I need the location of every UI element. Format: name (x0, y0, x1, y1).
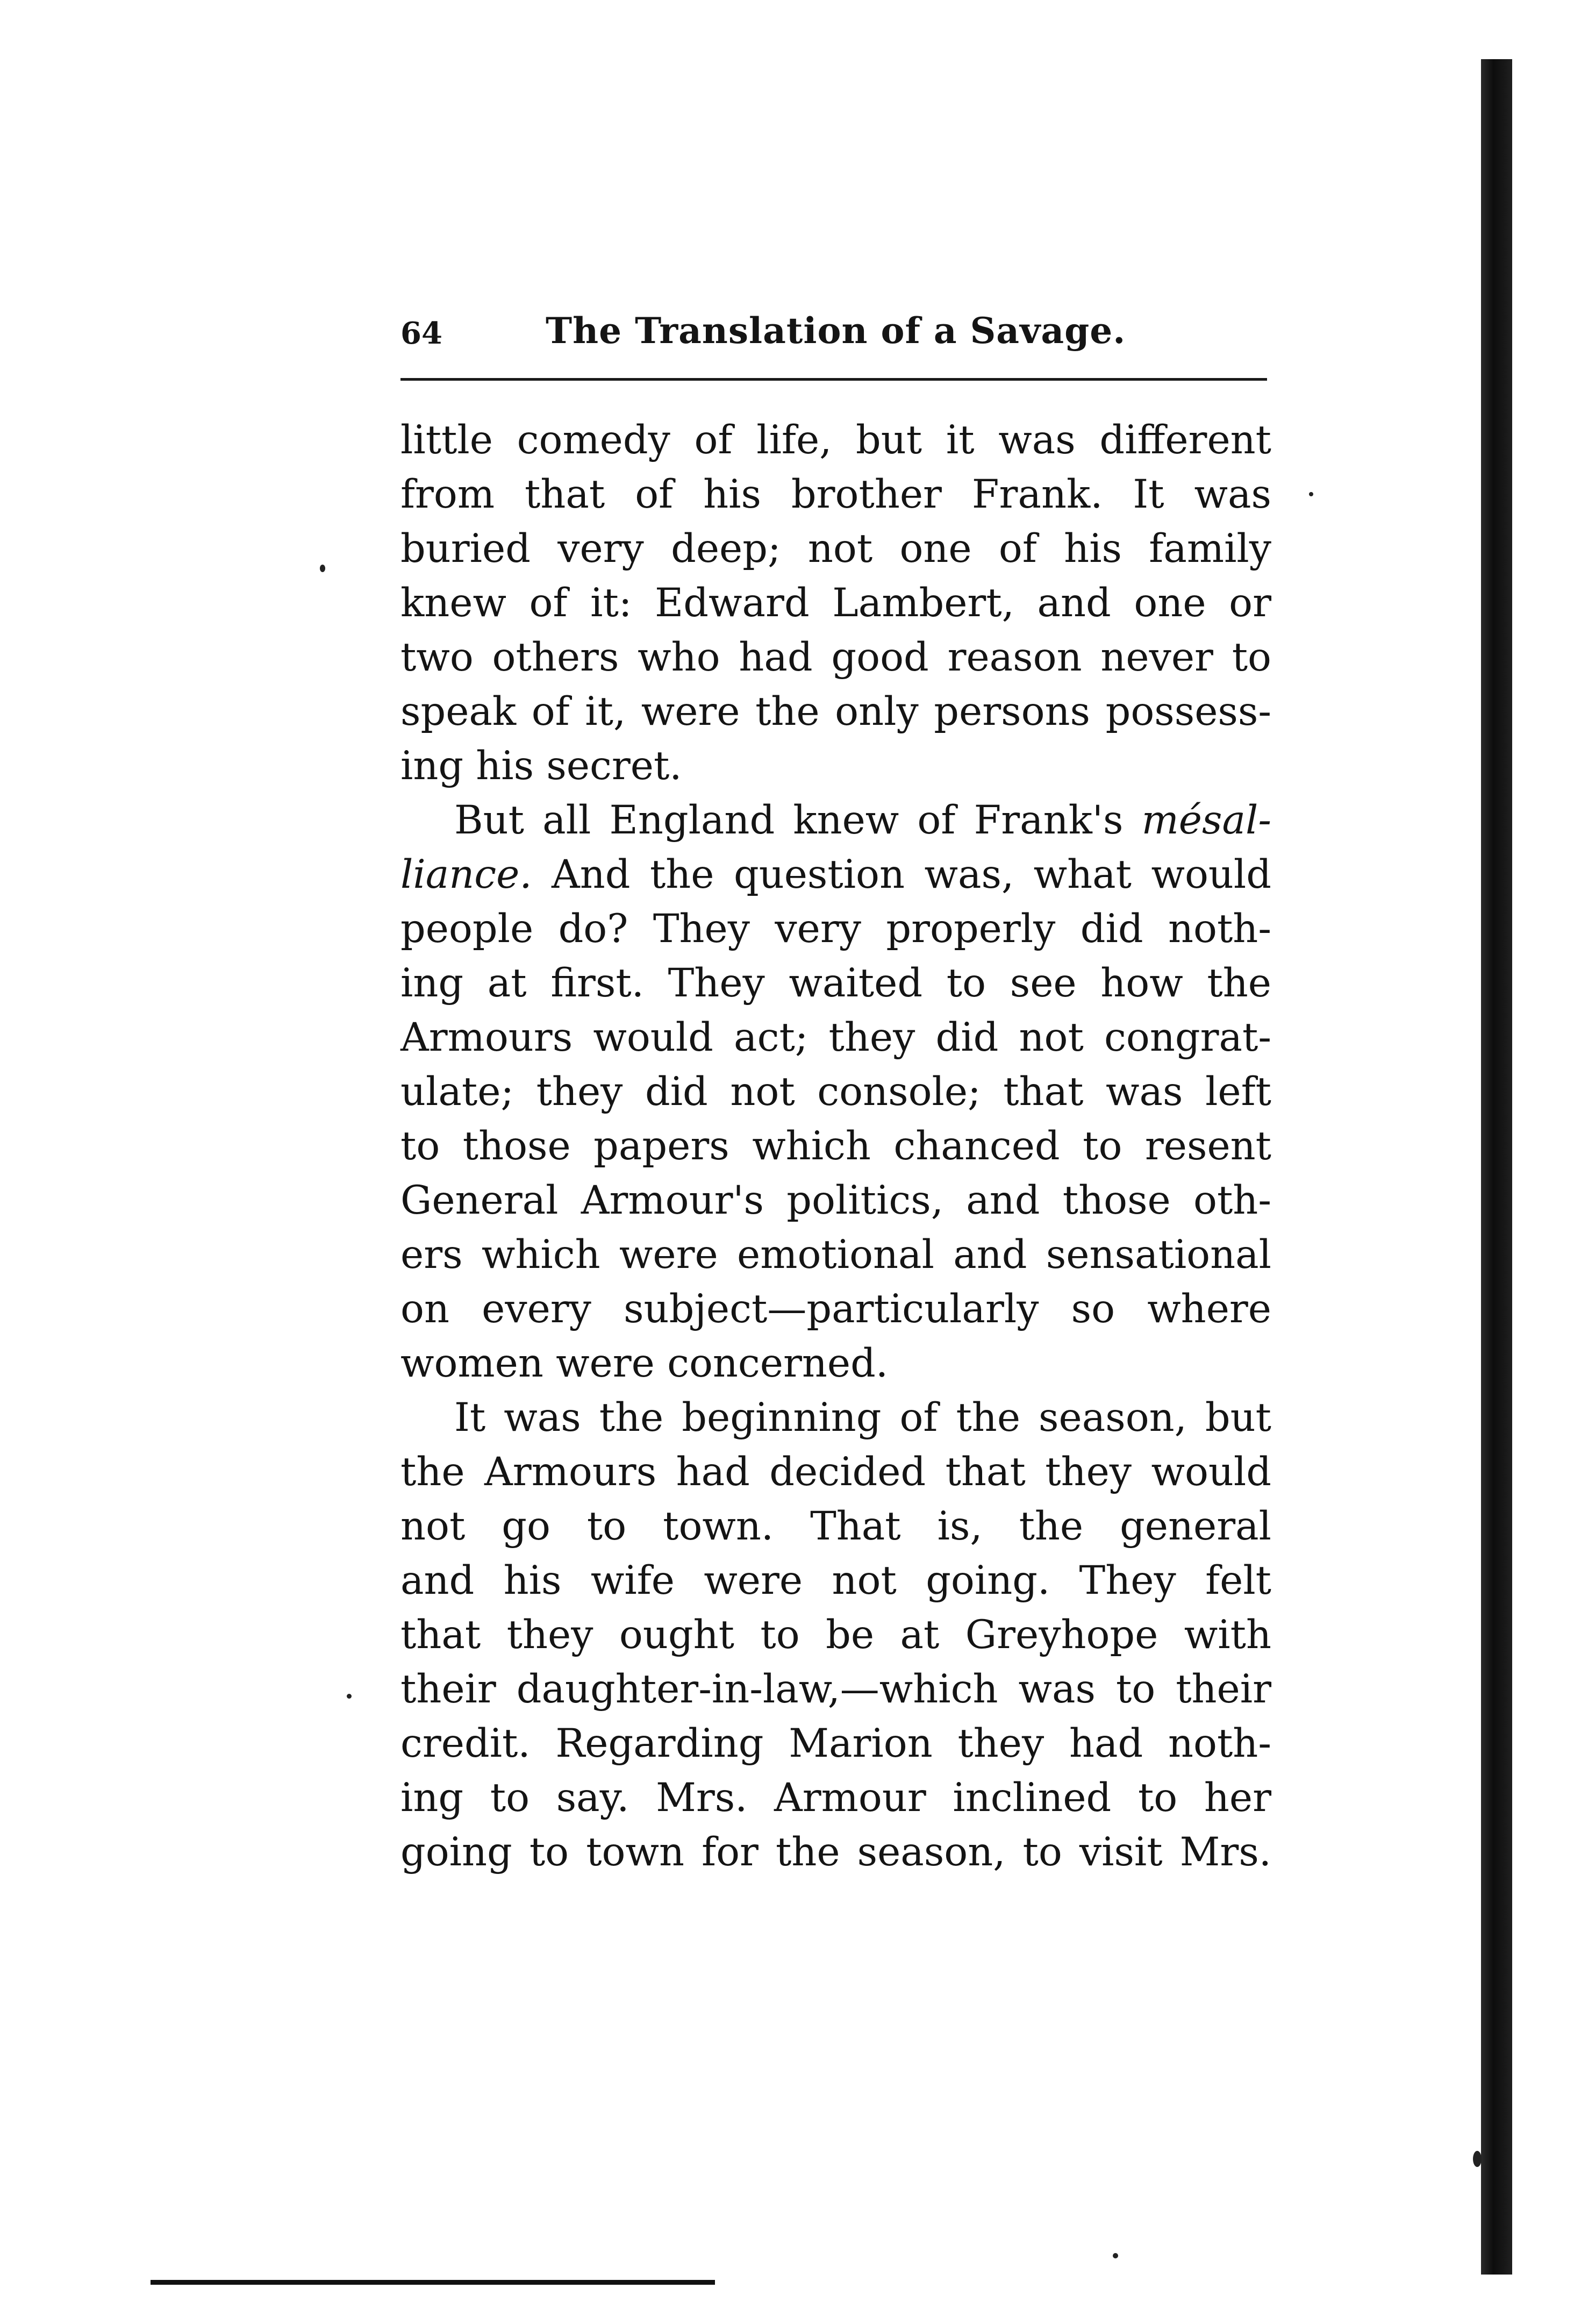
page-number: 64 (400, 316, 442, 351)
scan-speck (320, 565, 325, 572)
text-line: knew of it: Edward Lambert, and one or (400, 580, 1271, 626)
text-line (400, 847, 1271, 902)
text-line: ers which were emotional and sensational (400, 1232, 1271, 1278)
text-line: people do? They very properly did noth- (400, 906, 1271, 952)
text-line: from that of his brother Frank. It was (400, 472, 1271, 517)
text-line: their daughter-in-law,—which was to their (400, 1666, 1271, 1712)
scan-speck (1473, 2151, 1482, 2167)
text-line: not go to town. That is, the general (400, 1503, 1271, 1549)
text-line: women were concerned. (400, 1341, 889, 1386)
scan-speck (1113, 2253, 1118, 2258)
text-run: And the question was, what would (532, 852, 1271, 897)
paragraph (400, 1391, 1271, 1879)
text-line: ing at first. They waited to see how the (400, 960, 1271, 1006)
text-line: little comedy of life, but it was different (400, 417, 1271, 463)
text-line: two others who had good reason never to (400, 635, 1271, 680)
text-line: the Armours had decided that they would (400, 1449, 1271, 1495)
text-line: and his wife were not going. They felt (400, 1558, 1271, 1603)
text-line: going to town for the season, to visit Mrs. (400, 1829, 1271, 1875)
text-line: that they ought to be at Greyhope with (400, 1612, 1271, 1658)
text-line: It was the beginning of the season, but (454, 1395, 1271, 1441)
text-run: But all England knew of Frank's (454, 797, 1142, 843)
text-line: ing his secret. (400, 743, 682, 789)
italic-word: mésal- (1141, 797, 1271, 843)
text-line: General Armour's politics, and those oth- (400, 1178, 1271, 1223)
text-line: speak of it, were the only persons possess- (400, 689, 1271, 735)
text-line: buried very deep; not one of his family (400, 526, 1271, 572)
text-line: ulate; they did not console; that was left (400, 1069, 1271, 1115)
paragraph (400, 793, 1271, 1391)
text-line: to those papers which chanced to resent (400, 1123, 1271, 1169)
text-line: ing to say. Mrs. Armour inclined to her (400, 1775, 1271, 1821)
running-header (400, 304, 1269, 363)
paragraph (400, 413, 1271, 793)
body-text (400, 413, 1271, 1879)
text-line (400, 793, 1271, 847)
bottom-edge-mark (151, 2280, 715, 2285)
italic-word: liance. (400, 852, 532, 897)
header-rule (400, 378, 1267, 381)
text-line: Armours would act; they did not congrat- (400, 1015, 1271, 1060)
text-line: credit. Regarding Marion they had noth- (400, 1721, 1271, 1766)
book-title: The Translation of a Savage. (546, 310, 1126, 352)
scan-speck (347, 1694, 352, 1699)
text-line: on every subject—particularly so where (400, 1286, 1271, 1332)
page-edge-shadow (1481, 59, 1512, 2275)
scan-speck (1309, 492, 1313, 496)
